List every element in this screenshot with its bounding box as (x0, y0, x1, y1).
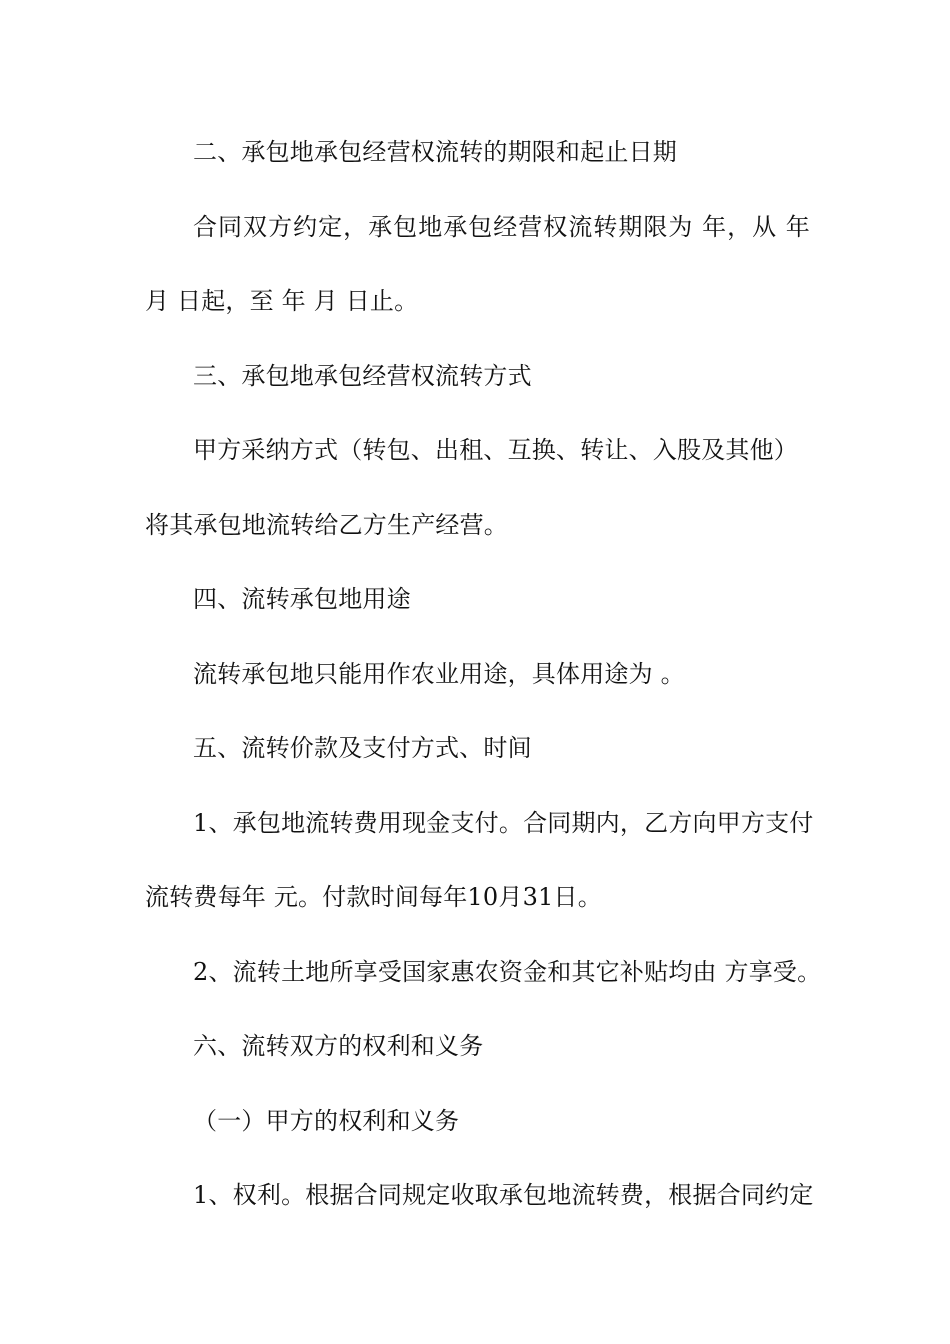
paragraph-line: 将其承包地流转给乙方生产经营。 (145, 511, 508, 539)
paragraph-line: 月 日起，至 年 月 日止。 (145, 287, 419, 315)
section-heading-4: 四、流转承包地用途 (193, 585, 411, 613)
paragraph-line: 甲方采纳方式（转包、出租、互换、转让、入股及其他） (193, 436, 798, 464)
paragraph-line: 1、权利。根据合同规定收取承包地流转费，根据合同约定 (193, 1181, 814, 1209)
subsection-heading: （一）甲方的权利和义务 (193, 1107, 460, 1135)
section-heading-5: 五、流转价款及支付方式、时间 (193, 734, 532, 762)
paragraph-line: 1、承包地流转费用现金支付。合同期内，乙方向甲方支付 (193, 809, 814, 837)
paragraph-line: 流转费每年 元。付款时间每年10月31日。 (145, 883, 602, 911)
section-heading-6: 六、流转双方的权利和义务 (193, 1032, 484, 1060)
section-heading-3: 三、承包地承包经营权流转方式 (193, 362, 532, 390)
paragraph-line: 流转承包地只能用作农业用途，具体用途为 。 (193, 660, 685, 688)
paragraph-line: 合同双方约定，承包地承包经营权流转期限为 年，从 年 (193, 213, 810, 241)
paragraph-line: 2、流转土地所享受国家惠农资金和其它补贴均由 方享受。 (193, 958, 822, 986)
section-heading-2: 二、承包地承包经营权流转的期限和起止日期 (193, 138, 677, 166)
